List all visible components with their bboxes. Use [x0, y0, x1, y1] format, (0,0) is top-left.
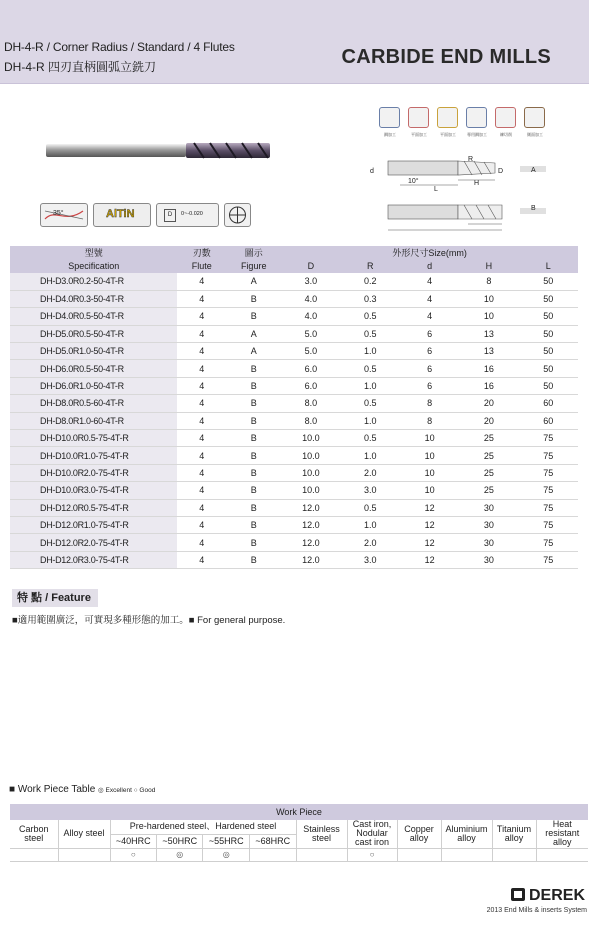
table-cell: 4: [177, 534, 226, 551]
table-cell: 0.5: [341, 360, 400, 377]
table-cell: 75: [519, 447, 578, 464]
table-cell: 0.5: [341, 325, 400, 342]
table-row: [10, 430, 578, 447]
steel-icon: [379, 107, 400, 128]
icon-label: 平面加工: [411, 132, 427, 137]
table-cell: DH-D4.0R0.3-50-4T-R: [10, 290, 177, 307]
hrc-50: ~50HRC: [156, 834, 202, 848]
table-cell: 50: [519, 325, 578, 342]
footer-subtitle: 2013 End Mills & inserts System: [486, 907, 587, 914]
table-row: [10, 290, 578, 307]
table-cell: B: [226, 412, 281, 429]
r-header: R: [341, 259, 400, 273]
feature-heading: 特 點 / Feature: [12, 589, 98, 607]
flute-header-en: Flute: [177, 259, 226, 273]
col-hardened: Pre-hardened steel、Hardened steel: [110, 820, 296, 834]
tolerance-value: 0~-0.020: [181, 211, 203, 217]
tolerance-label: D: [164, 209, 176, 222]
table-cell: 30: [459, 516, 518, 533]
table-cell: 60: [519, 395, 578, 412]
table-cell: 12.0: [281, 551, 340, 568]
table-cell: 6: [400, 325, 459, 342]
dim-angle: 10°: [408, 178, 419, 185]
figure-b-label: B: [531, 205, 536, 212]
table-cell: 20: [459, 412, 518, 429]
table-cell: 13: [459, 343, 518, 360]
work-piece-title: ■ Work Piece Table ◎ Excellent ○ Good: [9, 784, 156, 795]
table-row: [10, 308, 578, 325]
table-cell: DH-D10.0R2.0-75-4T-R: [10, 464, 177, 481]
table-cell: 4: [400, 308, 459, 325]
table-cell: 5.0: [281, 325, 340, 342]
table-cell: 10: [400, 447, 459, 464]
table-cell: 4: [177, 516, 226, 533]
col-copper: Copper alloy: [397, 820, 441, 848]
table-cell: 30: [459, 551, 518, 568]
table-row: [10, 343, 578, 360]
table-cell: 75: [519, 482, 578, 499]
table-cell: 12: [400, 499, 459, 516]
table-cell: 10: [400, 482, 459, 499]
icon-label: 鋼加工: [384, 132, 396, 137]
table-cell: 60: [519, 412, 578, 429]
table-cell: B: [226, 551, 281, 568]
dim-label-h: H: [474, 180, 480, 187]
table-cell: 12.0: [281, 534, 340, 551]
table-cell: 6: [400, 377, 459, 394]
suitability-mark: [492, 848, 536, 861]
page-title: CARBIDE END MILLS: [341, 46, 551, 68]
spec-table-body: [10, 273, 578, 569]
work-piece-table: [10, 804, 588, 862]
table-cell: 10.0: [281, 482, 340, 499]
table-cell: 4: [400, 290, 459, 307]
table-cell: 4: [177, 325, 226, 342]
figure-header-en: Figure: [226, 259, 281, 273]
table-row: [10, 534, 578, 551]
table-cell: DH-D3.0R0.2-50-4T-R: [10, 273, 177, 290]
table-cell: 4: [400, 273, 459, 290]
table-cell: 8: [400, 412, 459, 429]
table-cell: 20: [459, 395, 518, 412]
coating-name: AlTiN: [106, 208, 135, 220]
work-piece-band: Work Piece: [10, 804, 588, 820]
table-cell: 50: [519, 290, 578, 307]
table-cell: 75: [519, 464, 578, 481]
col-heat: Heat resistant alloy: [536, 820, 588, 848]
table-cell: 1.0: [341, 343, 400, 360]
feature-text: ■適用範圍廣泛，可實現多種形態的加工。■ For general purpose.: [12, 615, 286, 626]
table-cell: DH-D12.0R2.0-75-4T-R: [10, 534, 177, 551]
table-cell: B: [226, 516, 281, 533]
table-cell: 12.0: [281, 516, 340, 533]
figure-a-label: A: [531, 167, 536, 174]
table-cell: B: [226, 430, 281, 447]
table-cell: 6.0: [281, 360, 340, 377]
table-cell: 5.0: [281, 343, 340, 360]
table-cell: 8: [459, 273, 518, 290]
table-cell: 1.0: [341, 412, 400, 429]
special-steel-icon: [466, 107, 487, 128]
spec-header: 型號: [10, 246, 177, 259]
table-cell: 12.0: [281, 499, 340, 516]
table-cell: 16: [459, 360, 518, 377]
suitability-mark: ◎: [203, 848, 249, 861]
face-mill-2-icon: [437, 107, 458, 128]
table-row: [10, 516, 578, 533]
table-row: [10, 412, 578, 429]
table-cell: 4: [177, 447, 226, 464]
table-cell: 0.5: [341, 430, 400, 447]
table-cell: 4: [177, 343, 226, 360]
header-line1: DH-4-R / Corner Radius / Standard / 4 Flutes: [4, 40, 235, 54]
suitability-mark: ○: [110, 848, 156, 861]
table-cell: 1.0: [341, 377, 400, 394]
table-cell: 25: [459, 464, 518, 481]
table-cell: 50: [519, 308, 578, 325]
table-cell: 2.0: [341, 534, 400, 551]
table-cell: 1.0: [341, 447, 400, 464]
icon-label: 側面加工: [527, 132, 543, 137]
hrc-55: ~55HRC: [203, 834, 249, 848]
table-cell: 4: [177, 395, 226, 412]
table-row: [10, 325, 578, 342]
table-cell: B: [226, 377, 281, 394]
small-d-header: d: [400, 259, 459, 273]
tolerance-badge: [156, 203, 219, 227]
d-header: D: [281, 259, 340, 273]
table-cell: 10: [459, 308, 518, 325]
l-header: L: [519, 259, 578, 273]
table-cell: B: [226, 482, 281, 499]
table-cell: DH-D8.0R1.0-60-4T-R: [10, 412, 177, 429]
table-cell: B: [226, 464, 281, 481]
table-cell: 0.5: [341, 308, 400, 325]
table-cell: 13: [459, 325, 518, 342]
table-cell: 3.0: [341, 551, 400, 568]
table-cell: DH-D6.0R1.0-50-4T-R: [10, 377, 177, 394]
figure-header: 圖示: [226, 246, 281, 259]
spec-table: [10, 246, 578, 569]
table-row: [10, 447, 578, 464]
table-cell: DH-D12.0R0.5-75-4T-R: [10, 499, 177, 516]
table-cell: 0.3: [341, 290, 400, 307]
spec-header-en: Specification: [10, 259, 177, 273]
table-cell: DH-D6.0R0.5-50-4T-R: [10, 360, 177, 377]
table-cell: 6.0: [281, 377, 340, 394]
table-cell: 3.0: [281, 273, 340, 290]
dim-label-small-d: d: [370, 168, 374, 175]
table-cell: 0.5: [341, 395, 400, 412]
table-cell: 4: [177, 308, 226, 325]
suitability-mark: [296, 848, 347, 861]
page-header: [0, 0, 589, 84]
suitability-mark: [10, 848, 58, 861]
table-cell: 8: [400, 395, 459, 412]
dimension-diagram: [360, 150, 560, 240]
table-cell: 4: [177, 412, 226, 429]
table-cell: 3.0: [341, 482, 400, 499]
table-cell: A: [226, 273, 281, 290]
table-cell: DH-D8.0R0.5-60-4T-R: [10, 395, 177, 412]
face-mill-icon: [408, 107, 429, 128]
dim-label-r: R: [468, 156, 474, 163]
table-row: [10, 395, 578, 412]
suitability-mark: ○: [347, 848, 397, 861]
table-row: [10, 360, 578, 377]
table-cell: 10: [400, 464, 459, 481]
table-cell: 25: [459, 482, 518, 499]
table-cell: 16: [459, 377, 518, 394]
table-cell: 12: [400, 551, 459, 568]
hrc-68: ~68HRC: [249, 834, 296, 848]
end-mill-image: [44, 140, 274, 162]
table-cell: 50: [519, 343, 578, 360]
table-cell: 75: [519, 516, 578, 533]
cutting-icon: [495, 107, 516, 128]
table-cell: 4: [177, 360, 226, 377]
table-cell: 50: [519, 273, 578, 290]
table-cell: 75: [519, 534, 578, 551]
table-cell: 8.0: [281, 412, 340, 429]
table-cell: 10.0: [281, 430, 340, 447]
col-aluminium: Aluminium alloy: [441, 820, 492, 848]
table-cell: 75: [519, 430, 578, 447]
suitability-mark: [249, 848, 296, 861]
table-cell: 8.0: [281, 395, 340, 412]
table-cell: 4: [177, 551, 226, 568]
table-row: [10, 464, 578, 481]
altin-badge: [93, 203, 151, 227]
suitability-mark: ◎: [156, 848, 202, 861]
table-cell: B: [226, 290, 281, 307]
table-row: [10, 551, 578, 568]
table-cell: 6: [400, 343, 459, 360]
table-cell: 12: [400, 516, 459, 533]
table-cell: 4: [177, 290, 226, 307]
table-cell: DH-D4.0R0.5-50-4T-R: [10, 308, 177, 325]
flute-header: 刃數: [177, 246, 226, 259]
table-cell: 10: [400, 430, 459, 447]
col-carbon: Carbon steel: [10, 820, 58, 848]
helix-badge: [40, 203, 88, 227]
table-cell: 30: [459, 534, 518, 551]
table-cell: DH-D5.0R0.5-50-4T-R: [10, 325, 177, 342]
table-cell: 2.0: [341, 464, 400, 481]
table-cell: 10: [459, 290, 518, 307]
table-row: [10, 499, 578, 516]
col-stainless: Stainless steel: [296, 820, 347, 848]
hrc-40: ~40HRC: [110, 834, 156, 848]
table-cell: B: [226, 534, 281, 551]
table-row: [10, 482, 578, 499]
table-cell: 30: [459, 499, 518, 516]
table-row: [10, 273, 578, 290]
table-cell: B: [226, 395, 281, 412]
table-cell: 25: [459, 447, 518, 464]
suitability-mark: [58, 848, 110, 861]
h-header: H: [459, 259, 518, 273]
table-cell: DH-D12.0R3.0-75-4T-R: [10, 551, 177, 568]
table-cell: 50: [519, 377, 578, 394]
helix-angle: 35°: [53, 210, 64, 217]
table-cell: 6: [400, 360, 459, 377]
table-cell: 75: [519, 499, 578, 516]
table-cell: 12: [400, 534, 459, 551]
table-cell: 25: [459, 430, 518, 447]
table-cell: DH-D10.0R0.5-75-4T-R: [10, 430, 177, 447]
icon-label: 練切削: [500, 132, 512, 137]
work-piece-legend: ◎ Excellent ○ Good: [98, 787, 156, 794]
derek-logo: DEREK: [511, 887, 585, 905]
table-cell: 4: [177, 482, 226, 499]
table-cell: 4: [177, 273, 226, 290]
table-cell: 4: [177, 464, 226, 481]
table-cell: A: [226, 343, 281, 360]
table-cell: DH-D12.0R1.0-75-4T-R: [10, 516, 177, 533]
size-header: 外形尺寸Size(mm): [281, 246, 578, 259]
table-cell: B: [226, 360, 281, 377]
work-piece-marks: [10, 848, 588, 861]
table-row: [10, 377, 578, 394]
table-cell: A: [226, 325, 281, 342]
table-cell: B: [226, 499, 281, 516]
table-cell: 4.0: [281, 308, 340, 325]
table-cell: DH-D10.0R3.0-75-4T-R: [10, 482, 177, 499]
suitability-mark: [536, 848, 588, 861]
table-cell: 4: [177, 430, 226, 447]
table-cell: 10.0: [281, 447, 340, 464]
side-mill-icon: [524, 107, 545, 128]
table-cell: 75: [519, 551, 578, 568]
table-cell: 4: [177, 377, 226, 394]
table-cell: DH-D10.0R1.0-75-4T-R: [10, 447, 177, 464]
table-cell: DH-D5.0R1.0-50-4T-R: [10, 343, 177, 360]
table-cell: 4.0: [281, 290, 340, 307]
suitability-mark: [441, 848, 492, 861]
table-cell: 50: [519, 360, 578, 377]
table-cell: 10.0: [281, 464, 340, 481]
table-cell: 0.5: [341, 499, 400, 516]
table-cell: 4: [177, 499, 226, 516]
table-cell: B: [226, 308, 281, 325]
col-titanium: Titanium alloy: [492, 820, 536, 848]
icon-label: 平面加工: [440, 132, 456, 137]
flute-section-icon: [224, 203, 251, 227]
table-cell: 1.0: [341, 516, 400, 533]
table-cell: 0.2: [341, 273, 400, 290]
dim-label-d: D: [498, 168, 504, 175]
col-cast: Cast iron, Nodular cast iron: [347, 820, 397, 848]
dim-label-l: L: [434, 186, 438, 193]
suitability-mark: [397, 848, 441, 861]
table-cell: B: [226, 447, 281, 464]
col-alloy: Alloy steel: [58, 820, 110, 848]
icon-label: 專用鋼加工: [467, 132, 487, 137]
header-line2: DH-4-R 四刃直柄圓弧立銑刀: [4, 60, 156, 74]
